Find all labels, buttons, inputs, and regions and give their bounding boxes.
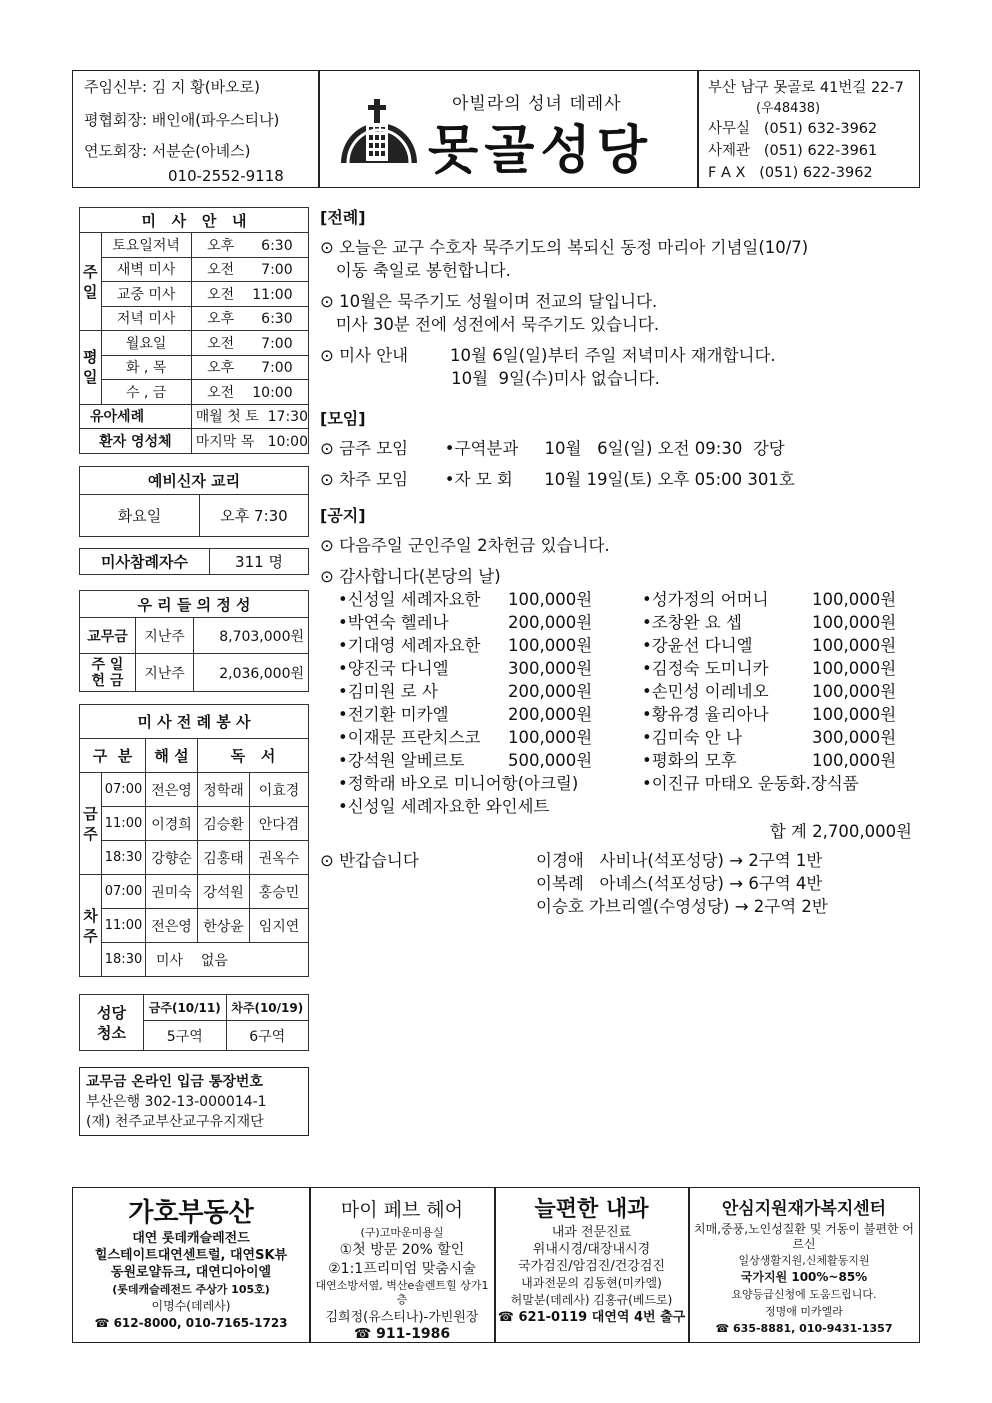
service-title: 미 사 전 례 봉 사	[80, 705, 309, 739]
donor-list	[320, 588, 920, 772]
ad-title: 안심지원재가복지센터	[721, 1199, 887, 1219]
mass-time	[191, 355, 308, 380]
rectory-phone: 사제관 (051) 622-3961	[708, 143, 878, 159]
mass-ampm: 오후	[207, 237, 235, 254]
donor-name: •기대영 세례자요한	[338, 636, 481, 655]
ad-line: 내과전문의 김동현(미카엘)	[521, 1276, 662, 1290]
donor-amount: 100,000원	[812, 682, 897, 701]
donor-name: •이재문 프란치스코	[338, 728, 481, 747]
service-reader: 권옥수	[250, 841, 309, 875]
service-reader: 김승환	[198, 807, 250, 841]
next-week-label-text: 차주	[83, 906, 98, 945]
ad-line: 국가지원 100%~85%	[740, 1270, 868, 1284]
welcome-list	[536, 849, 828, 918]
meeting-item: ⊙ 차주 모임 •자 모 회 10월 19일(토) 오후 05:00 301호	[320, 470, 795, 489]
cleaning-label: 성당 청소	[80, 995, 144, 1051]
donor-amount: 100,000원	[812, 636, 897, 655]
welcome-entry: 이경애 사비나(석포성당) → 2구역 1반	[536, 851, 823, 870]
welcome-entry: 이복례 아녜스(석포성당) → 6구역 4반	[536, 874, 823, 893]
donor-name: •조창완 요 셉	[642, 613, 742, 632]
donor-name: •양진국 다니엘	[338, 659, 449, 678]
catechumen-time: 오후 7:30	[200, 495, 309, 537]
header-divider-left	[318, 70, 320, 188]
donor-name: •신성일 세례자요한	[338, 590, 481, 609]
welcome-section	[320, 849, 920, 921]
donor-row	[642, 634, 912, 657]
ad-line: 일상생활지원,신체활동지원	[738, 1254, 870, 1267]
ad-title: 가호부동산	[128, 1198, 254, 1228]
weekday-label	[80, 331, 102, 405]
liturgy-item-line: 10월 9일(수)미사 없습니다.	[320, 369, 660, 388]
sick-label-text: 환자 영성체	[99, 433, 172, 450]
donor-row	[642, 726, 912, 749]
mass-clock: 7:00	[261, 360, 293, 377]
service-header: 구 분	[80, 739, 146, 773]
ad-line: 국가검진/암검진/건강검진	[518, 1259, 665, 1274]
donor-amount: 100,000원	[812, 659, 897, 678]
mass-name: 교중 미사	[101, 282, 191, 307]
ad-line: 김희정(유스티나)-가빈원장	[325, 1310, 479, 1325]
donor-name: •성가정의 어머니	[642, 590, 769, 609]
service-commentator: 전은영	[146, 773, 198, 807]
donor-amount: 300,000원	[812, 728, 897, 747]
mass-time	[191, 257, 308, 282]
mass-title: 미 사 안 내	[80, 208, 309, 233]
mass-clock: 7:00	[261, 262, 293, 279]
donor-row	[338, 657, 628, 680]
mass-clock: 6:30	[261, 237, 293, 254]
liturgy-item-line: 미사 30분 전에 성전에서 묵주기도 있습니다.	[320, 315, 660, 334]
service-reader: 이효경	[250, 773, 309, 807]
donor-column-right	[642, 588, 912, 772]
donor-name: •박연숙 헬레나	[338, 613, 449, 632]
offering-amount: 8,703,000원	[194, 618, 309, 654]
ad-line: 정명애 미카엘라	[765, 1305, 843, 1318]
mass-clock: 10:00	[252, 384, 293, 401]
service-time: 18:30	[102, 841, 146, 875]
donor-row	[642, 680, 912, 703]
catechumen-title: 예비신자 교리	[80, 467, 309, 495]
donor-amount: 100,000원	[812, 751, 897, 770]
donor-row	[642, 657, 912, 680]
ad-line: ①첫 방문 20% 할인	[339, 1242, 465, 1258]
donor-row	[642, 703, 912, 726]
ad-line: (롯데캐슬레전드 주상가 105호)	[112, 1283, 270, 1296]
donor-row	[338, 588, 628, 611]
ad-welfare	[690, 1196, 918, 1337]
ad-line: 대연 롯데캐슬레전드	[132, 1231, 250, 1246]
mass-ampm: 오전	[207, 384, 235, 401]
service-reader: 강석원	[198, 875, 250, 909]
bank-holder: (재) 천주교부산교구유지재단	[86, 1114, 264, 1130]
service-reader: 김홍태	[198, 841, 250, 875]
donor-column-left	[338, 588, 628, 772]
ad-line: 동원로얄듀크, 대연디아이엘	[110, 1265, 272, 1280]
welcome-entry: 이승호 가브리엘(수영성당) → 2구역 2반	[536, 897, 828, 916]
attendance-label: 미사참례자수	[80, 549, 210, 575]
donor-row	[338, 703, 628, 726]
ad-line: 대연소방서옆, 벽산e솔렌트힐 상가1층	[315, 1279, 489, 1306]
meetings-heading: [모임]	[320, 409, 366, 428]
service-time: 07:00	[102, 875, 146, 909]
yeondo-phone: 010-2552-9118	[168, 167, 284, 185]
ad-realestate	[74, 1196, 308, 1332]
mass-schedule-table	[79, 207, 309, 454]
donor-row	[338, 611, 628, 634]
church-logo	[336, 97, 422, 167]
mass-name: 수 , 금	[101, 380, 191, 405]
mass-ampm: 오전	[207, 286, 235, 303]
mass-name: 저녁 미사	[101, 306, 191, 331]
offering-table	[79, 590, 309, 692]
council-president: 평협회장: 배인애(파우스티나)	[84, 111, 280, 129]
baptism-label-text: 유아세례	[90, 409, 145, 426]
liturgy-item-line: ⊙ 오늘은 교구 수호자 묵주기도의 복되신 동정 마리아 기념일(10/7)	[320, 238, 809, 257]
offering-label: 교무금	[80, 618, 136, 654]
service-header: 해 설	[146, 739, 198, 773]
ad-line: 위내시경/대장내시경	[532, 1242, 651, 1257]
ad-line: ☎ 635-8881, 010-9431-1357	[715, 1322, 893, 1335]
yeondo-president: 연도회장: 서분순(아녜스)	[84, 142, 251, 160]
service-reader: 안다겸	[250, 807, 309, 841]
thanks-title: ⊙ 감사합니다(본당의 날)	[320, 567, 501, 586]
mass-ampm: 오전	[207, 262, 235, 279]
church-address: 부산 남구 못골로 41번길 22-7	[708, 80, 904, 96]
service-reader: 정학래	[198, 773, 250, 807]
offering-title: 우 리 들 의 정 성	[80, 591, 309, 618]
fax-number: F A X (051) 622-3962	[708, 165, 873, 181]
mass-name: 토요일저녁	[101, 233, 191, 258]
liturgy-item-line: ⊙ 10월은 묵주기도 성월이며 전교의 달입니다.	[320, 292, 658, 311]
service-commentator: 전은영	[146, 909, 198, 943]
meeting-item: ⊙ 금주 모임 •구역분과 10월 6일(일) 오전 09:30 강당	[320, 439, 785, 458]
offering-label: 주 일 헌 금	[80, 654, 136, 692]
ad-line: ②1:1프리미엄 맞춤시술	[328, 1261, 476, 1277]
ad-line: 치매,중풍,노인성질환 및 거동이 불편한 어르신	[694, 1222, 914, 1251]
ad-line: ☎ 911-1986	[353, 1326, 451, 1342]
service-commentator: 권미숙	[146, 875, 198, 909]
donor-extra-row	[320, 772, 920, 795]
donation-total: 합 계 2,700,000원	[769, 822, 912, 841]
donor-extra: •이진규 마태오 운동화.장식품	[642, 774, 859, 793]
mass-time	[191, 380, 308, 405]
donor-name: •손민성 이레네오	[642, 682, 769, 701]
bank-box	[79, 1067, 309, 1136]
ad-title: 마이 페브 헤어	[340, 1199, 464, 1221]
service-header: 독 서	[198, 739, 309, 773]
attendance-value: 311 명	[210, 549, 309, 575]
ad-line: 허말분(데레사) 김홍규(베드로)	[510, 1293, 673, 1307]
ad-line: 내과 전문진료	[551, 1225, 632, 1240]
service-reader: 임지연	[250, 909, 309, 943]
donor-amount: 500,000원	[508, 751, 593, 770]
church-name: 못골성당	[428, 121, 653, 181]
offering-period: 지난주	[136, 618, 194, 654]
ad-line: 힐스테이트대연센트럴, 대연SK뷰	[94, 1248, 288, 1263]
donor-row	[338, 726, 628, 749]
mass-ampm: 오후	[207, 360, 235, 377]
offering-amount: 2,036,000원	[194, 654, 309, 692]
mass-name: 새벽 미사	[101, 257, 191, 282]
donor-row	[338, 680, 628, 703]
donor-name: •평화의 모후	[642, 751, 737, 770]
church-subtitle: 아빌라의 성녀 데레사	[452, 94, 622, 114]
mass-clock: 7:00	[261, 335, 293, 352]
ad-clinic	[496, 1196, 687, 1326]
donor-extra: •신성일 세례자요한 와인세트	[338, 797, 550, 816]
bank-title: 교무금 온라인 입금 통장번호	[86, 1074, 263, 1090]
service-time: 11:00	[102, 807, 146, 841]
sunday-label	[80, 233, 102, 331]
mass-clock: 11:00	[252, 286, 293, 303]
ad-line: ☎ 612-8000, 010-7165-1723	[94, 1316, 288, 1330]
service-time: 07:00	[102, 773, 146, 807]
offering-period: 지난주	[136, 654, 194, 692]
donor-row	[642, 749, 912, 772]
donor-name: •전기환 미카엘	[338, 705, 449, 724]
service-note: 미사 없음	[146, 943, 309, 977]
ad-line: 이명수(데레사)	[151, 1299, 231, 1313]
donor-row	[338, 634, 628, 657]
mass-time	[191, 233, 308, 258]
donor-amount: 100,000원	[812, 705, 897, 724]
catechumen-table	[79, 466, 309, 537]
ad-line: ☎ 621-0119 대연역 4번 출구	[497, 1310, 686, 1325]
cleaning-this-week-label: 금주(10/11)	[144, 995, 227, 1021]
donor-amount: 100,000원	[812, 613, 897, 632]
welcome-title: ⊙ 반갑습니다	[320, 851, 419, 870]
service-time: 11:00	[102, 909, 146, 943]
weekday-label-text: 평일	[83, 348, 98, 387]
ad-line: 요양등급신청에 도움드립니다.	[731, 1288, 877, 1301]
donor-extra: •정학래 바오로 미니어항(아크릴)	[338, 774, 579, 793]
office-phone: 사무실 (051) 632-3962	[708, 121, 878, 137]
donor-amount: 100,000원	[508, 728, 593, 747]
donor-name: •김정숙 도미니카	[642, 659, 769, 678]
priest-name: 주임신부: 김 지 황(바오로)	[84, 78, 260, 96]
this-week-label	[80, 773, 102, 875]
cleaning-next-week: 6구역	[226, 1021, 309, 1051]
header-staff	[84, 72, 284, 185]
donor-amount: 200,000원	[508, 705, 593, 724]
donor-amount: 200,000원	[508, 682, 593, 701]
donor-row	[338, 749, 628, 772]
ad-title: 늘편한 내과	[534, 1197, 649, 1222]
mass-ampm: 오전	[207, 335, 235, 352]
mass-ampm: 오후	[207, 311, 235, 328]
mass-time	[191, 282, 308, 307]
notice-item: ⊙ 다음주일 군인주일 2차헌금 있습니다.	[320, 536, 610, 555]
donor-name: •황유경 율리아나	[642, 705, 769, 724]
main-content	[320, 205, 920, 921]
cleaning-next-week-label: 차주(10/19)	[226, 995, 309, 1021]
sunday-label-text: 주일	[83, 262, 98, 301]
donor-name: •김미숙 안 나	[642, 728, 742, 747]
cleaning-this-week: 5구역	[144, 1021, 227, 1051]
ad-hair	[311, 1196, 493, 1343]
ad-line: (구)고마운미용실	[360, 1226, 444, 1239]
donor-name: •강윤선 다니엘	[642, 636, 753, 655]
liturgy-item-line: 이동 축일로 봉헌합니다.	[320, 261, 511, 280]
church-zipcode: (우48438)	[756, 101, 821, 116]
cleaning-table	[79, 994, 309, 1051]
donor-amount: 100,000원	[812, 590, 897, 609]
donor-name: •강석원 알베르토	[338, 751, 465, 770]
service-table	[79, 704, 309, 977]
donor-row	[642, 611, 912, 634]
next-week-label	[80, 875, 102, 977]
catechumen-day: 화요일	[80, 495, 200, 537]
attendance-table	[79, 548, 309, 575]
service-reader: 한상윤	[198, 909, 250, 943]
notices-heading: [공지]	[320, 506, 366, 525]
mass-name: 화 , 목	[101, 355, 191, 380]
header-divider-right	[697, 70, 699, 188]
church-logo-icon	[336, 97, 422, 167]
donor-amount: 100,000원	[508, 590, 593, 609]
mass-time	[191, 331, 308, 356]
donor-row	[642, 588, 912, 611]
liturgy-heading: [전례]	[320, 208, 366, 227]
donor-amount: 100,000원	[508, 636, 593, 655]
baptism-label	[80, 404, 192, 429]
donor-amount: 200,000원	[508, 613, 593, 632]
service-time: 18:30	[102, 943, 146, 977]
sick-label	[80, 429, 192, 454]
mass-time	[191, 306, 308, 331]
sick-value: 마지막 목 10:00	[191, 429, 308, 454]
bank-account: 부산은행 302-13-000014-1	[86, 1094, 267, 1110]
header-contact	[708, 76, 904, 184]
liturgy-item-line: ⊙ 미사 안내 10월 6일(일)부터 주일 저녁미사 재개합니다.	[320, 346, 776, 365]
donor-name: •김미원 로 사	[338, 682, 438, 701]
service-reader: 홍승민	[250, 875, 309, 909]
service-commentator: 강향순	[146, 841, 198, 875]
mass-name: 월요일	[101, 331, 191, 356]
baptism-value: 매월 첫 토 17:30	[191, 404, 308, 429]
mass-clock: 6:30	[261, 311, 293, 328]
donor-amount: 300,000원	[508, 659, 593, 678]
this-week-label-text: 금주	[83, 804, 98, 843]
service-commentator: 이경희	[146, 807, 198, 841]
